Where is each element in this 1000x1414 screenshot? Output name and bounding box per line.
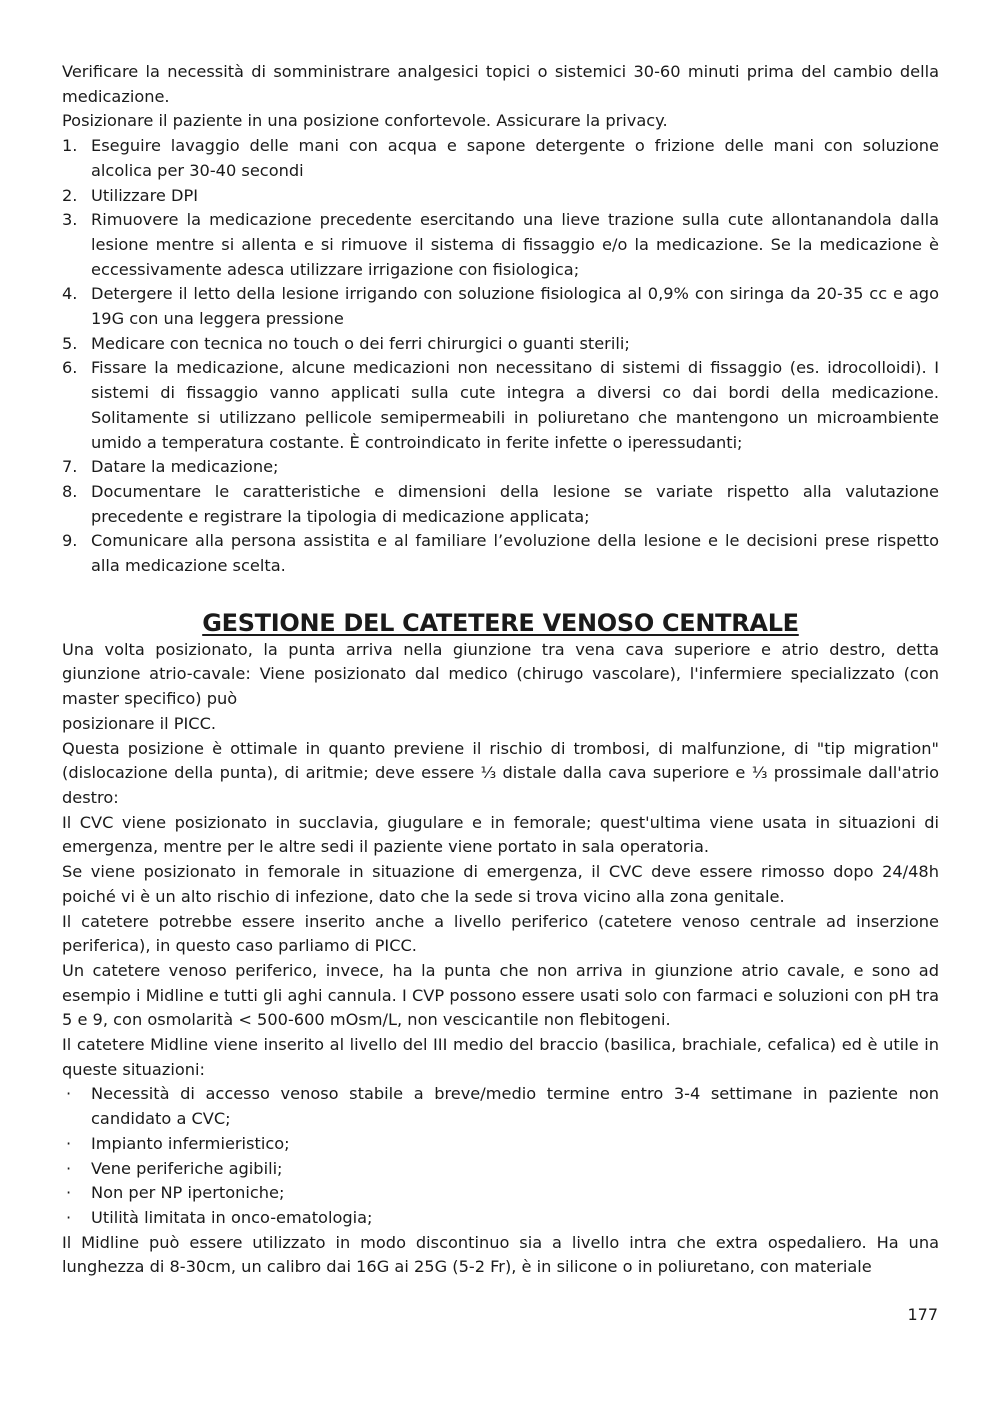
step-text: Fissare la medicazione, alcune medicazioni non necessitano di sistemi di fissaggio (es. idrocolloidi). I sistemi di fissaggio vanno applicati sulla cute integra a diversi co dai bordi della medicazione. Solitamente si utilizzano pellicole semipermeabili in poliuretano che mantengono un microambiente umido a temperatura costante. È controindicato in ferite infette o iperessudanti; <box>91 358 939 452</box>
bullet-text: Utilità limitata in onco-ematologia; <box>91 1207 373 1227</box>
step-text: Rimuovere la medicazione precedente esercitando una lieve trazione sulla cute allontanandola dalla lesione mentre si allenta e si rimuove il sistema di fissaggio e/o la medicazione. Se la medicazione è eccessivamente adesca utilizzare irrigazione con fisiologica; <box>91 210 939 279</box>
midline-indications-list <box>62 1082 939 1230</box>
step-number: 2. <box>62 185 78 205</box>
list-item <box>62 208 939 282</box>
list-item <box>62 480 939 529</box>
list-item <box>62 1206 939 1231</box>
step-text: Datare la medicazione; <box>91 457 279 477</box>
list-item <box>62 1082 939 1131</box>
list-item <box>62 282 939 331</box>
list-item <box>62 356 939 455</box>
closing-paragraph: Il Midline può essere utilizzato in modo discontinuo sia a livello intra che extra ospedaliero. Ha una lunghezza di 8-30cm, un calibro dai 16G ai 25G (5-2 Fr), è in silicone o in poliuretano, con materiale <box>62 1232 939 1277</box>
list-item <box>62 184 939 209</box>
step-number: 6. <box>62 358 78 378</box>
list-item <box>62 455 939 480</box>
body-paragraph: posizionare il PICC. <box>62 713 217 733</box>
document-page <box>62 60 939 1280</box>
intro-paragraph: Posizionare il paziente in una posizione confortevole. Assicurare la privacy. <box>62 111 668 131</box>
body-paragraph: Una volta posizionato, la punta arriva nella giunzione tra vena cava superiore e atrio destro, detta giunzione atrio-cavale: Viene posizionato dal medico (chirugo vascolare), l'infermiere specializzato (con master specifico) può <box>62 639 939 709</box>
bullet-icon: · <box>66 1158 72 1178</box>
section-heading: GESTIONE DEL CATETERE VENOSO CENTRALE <box>202 608 799 637</box>
bullet-icon: · <box>66 1183 72 1203</box>
step-number: 9. <box>62 531 78 551</box>
list-item <box>62 529 939 578</box>
step-number: 4. <box>62 284 78 304</box>
bullet-text: Necessità di accesso venoso stabile a breve/medio termine entro 3-4 settimane in paziente non candidato a CVC; <box>91 1084 939 1129</box>
bullet-icon: · <box>66 1133 72 1153</box>
step-text: Utilizzare DPI <box>91 185 199 205</box>
intro-paragraph: Verificare la necessità di somministrare analgesici topici o sistemici 30-60 minuti prima del cambio della medicazione. <box>62 62 939 106</box>
step-text: Comunicare alla persona assistita e al familiare l’evoluzione della lesione e le decisioni prese rispetto alla medicazione scelta. <box>91 531 939 576</box>
bullet-text: Impianto infermieristico; <box>91 1133 290 1153</box>
bullet-icon: · <box>66 1084 72 1104</box>
step-text: Eseguire lavaggio delle mani con acqua e sapone detergente o frizione delle mani con soluzione alcolica per 30-40 secondi <box>91 136 939 180</box>
body-paragraph: Un catetere venoso periferico, invece, ha la punta che non arriva in giunzione atrio cavale, e sono ad esempio i Midline e tutti gli aghi cannula. I CVP possono essere usati solo con farmaci e soluzioni con pH tra 5 e 9, con osmolarità < 500-600 mOsm/L, non vescicantile non flebitogeni. <box>62 960 939 1030</box>
list-item <box>62 332 939 357</box>
page-number: 177 <box>907 1305 938 1324</box>
step-number: 3. <box>62 210 78 230</box>
bullet-text: Vene periferiche agibili; <box>91 1158 283 1178</box>
list-item <box>62 1181 939 1206</box>
bullet-text: Non per NP ipertoniche; <box>91 1183 285 1203</box>
step-text: Detergere il letto della lesione irrigando con soluzione fisiologica al 0,9% con siringa da 20-35 cc e ago 19G con una leggera pressione <box>91 284 939 329</box>
list-item <box>62 1157 939 1182</box>
list-item <box>62 1132 939 1157</box>
step-number: 5. <box>62 333 78 353</box>
body-paragraph: Se viene posizionato in femorale in situazione di emergenza, il CVC deve essere rimosso dopo 24/48h poiché vi è un alto rischio di infezione, dato che la sede si trova vicino alla zona genitale. <box>62 862 939 906</box>
step-text: Documentare le caratteristiche e dimensioni della lesione se variate rispetto alla valutazione precedente e registrare la tipologia di medicazione applicata; <box>91 481 939 526</box>
body-paragraph: Il CVC viene posizionato in succlavia, giugulare e in femorale; quest'ultima viene usata in situazioni di emergenza, mentre per le altre sedi il paziente viene portato in sala operatoria. <box>62 812 939 857</box>
list-item <box>62 134 939 183</box>
body-paragraph: Questa posizione è ottimale in quanto previene il rischio di trombosi, di malfunzione, di "tip migration" (dislocazione della punta), di aritmie; deve essere ⅓ distale dalla cava superiore e ⅓ prossimale dall'atrio destro: <box>62 738 939 807</box>
bullet-icon: · <box>66 1207 72 1227</box>
step-number: 1. <box>62 136 78 156</box>
step-number: 8. <box>62 481 78 501</box>
body-paragraph: Il catetere Midline viene inserito al livello del III medio del braccio (basilica, brachiale, cefalica) ed è utile in queste situazioni: <box>62 1035 939 1079</box>
body-paragraph: Il catetere potrebbe essere inserito anche a livello periferico (catetere venoso centrale ad inserzione periferica), in questo caso parliamo di PICC. <box>62 911 939 956</box>
step-text: Medicare con tecnica no touch o dei ferri chirurgici o guanti sterili; <box>91 333 630 353</box>
step-number: 7. <box>62 457 78 477</box>
procedure-steps-list <box>62 134 939 579</box>
